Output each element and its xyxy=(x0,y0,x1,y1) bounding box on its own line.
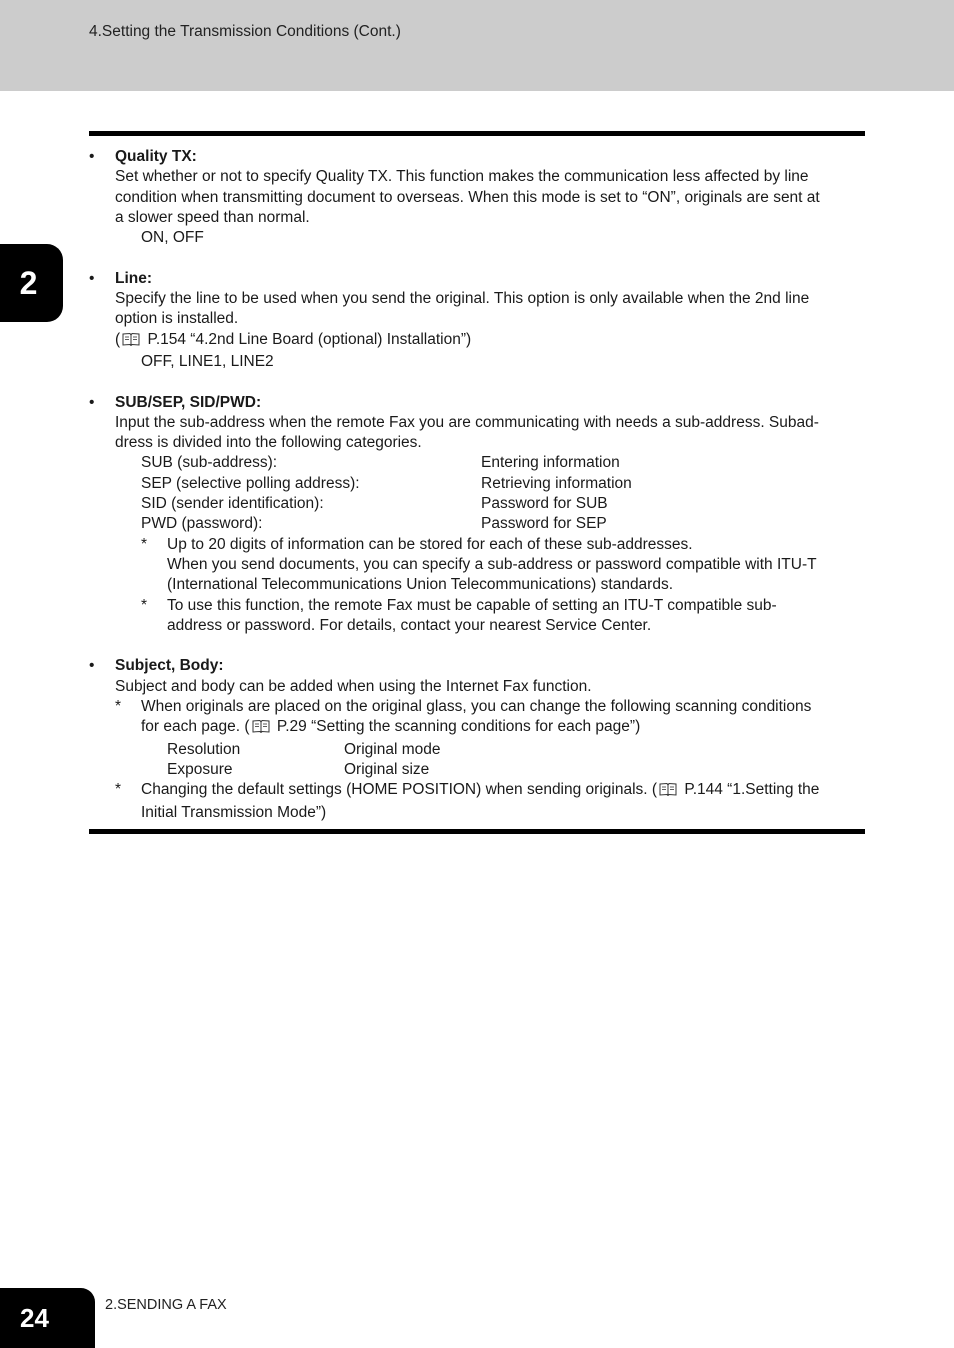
option-label: Original size xyxy=(344,760,430,778)
category-desc: Password for SUB xyxy=(481,495,608,513)
note-mark: * xyxy=(115,781,122,799)
note xyxy=(141,596,865,637)
bullet: • xyxy=(89,657,95,675)
category-name: SUB (sub-address): xyxy=(141,454,278,472)
bullet: • xyxy=(89,393,95,411)
category-name: SID (sender identification): xyxy=(141,495,324,513)
category-name: PWD (password): xyxy=(141,515,263,533)
section-subject-body xyxy=(89,656,865,822)
header-band xyxy=(0,0,954,91)
category-desc: Password for SEP xyxy=(481,515,607,533)
ref-text: P.144 “1.Setting the xyxy=(680,781,820,799)
body-line: Specify the line to be used when you send the original. This option is only available when the 2nd line xyxy=(115,290,810,308)
section-line xyxy=(89,269,865,372)
section-heading: Line: xyxy=(115,269,153,287)
page-header-title: 4.Setting the Transmission Conditions (Cont.) xyxy=(89,23,401,40)
section-sub-sep xyxy=(89,393,865,637)
note-text: Changing the default settings (HOME POSITION) when sending originals. ( xyxy=(141,781,658,799)
option-label: Resolution xyxy=(167,740,241,758)
note-line: To use this function, the remote Fax must be capable of setting an ITU-T compatible sub- xyxy=(167,596,777,614)
option-label: Original mode xyxy=(344,740,441,758)
book-icon xyxy=(659,782,677,802)
category-desc: Retrieving information xyxy=(481,474,632,492)
note-line: (International Telecommunications Union Telecommunications) standards. xyxy=(167,576,674,594)
ref-text: P.29 “Setting the scanning conditions for each page”) xyxy=(272,718,641,736)
category-name: SEP (selective polling address): xyxy=(141,474,360,492)
note xyxy=(115,697,865,780)
category-desc: Entering information xyxy=(481,454,620,472)
note xyxy=(115,780,865,823)
book-icon xyxy=(122,332,140,352)
option-row xyxy=(167,740,865,760)
page-number: 24 xyxy=(0,1288,95,1348)
option-values: OFF, LINE1, LINE2 xyxy=(141,352,274,370)
section-heading: Subject, Body: xyxy=(115,657,224,675)
body-line: condition when transmitting document to overseas. When this mode is set to “ON”, originals are sent at xyxy=(115,188,820,206)
note-text: for each page. ( xyxy=(141,718,250,736)
note-line: When originals are placed on the original glass, you can change the following scanning conditions xyxy=(141,698,812,716)
ref-paren: ( xyxy=(115,330,121,348)
note-line: Up to 20 digits of information can be stored for each of these sub-addresses. xyxy=(167,535,693,553)
page-reference xyxy=(115,330,865,352)
note-mark: * xyxy=(141,596,148,614)
note-line xyxy=(141,780,865,802)
ref-text: P.154 “4.2nd Line Board (optional) Installation”) xyxy=(143,330,472,348)
note-line: address or password. For details, contact your nearest Service Center. xyxy=(167,616,652,634)
note-mark: * xyxy=(141,535,148,553)
body-line: dress is divided into the following categories. xyxy=(115,434,422,452)
option-row xyxy=(167,760,865,780)
body-line: Set whether or not to specify Quality TX. This function makes the communication less affected by line xyxy=(115,168,809,186)
bottom-rule xyxy=(89,829,865,834)
category-row xyxy=(141,494,865,514)
book-icon xyxy=(252,719,270,739)
note xyxy=(141,535,865,596)
category-row xyxy=(141,514,865,534)
bullet: • xyxy=(89,269,95,287)
section-heading: Quality TX: xyxy=(115,148,197,165)
note-line: When you send documents, you can specify a sub-address or password compatible with ITU-T xyxy=(167,555,817,573)
content xyxy=(89,147,865,823)
option-values: ON, OFF xyxy=(141,229,204,247)
section-quality-tx xyxy=(89,147,865,248)
body-line: Subject and body can be added when using the Internet Fax function. xyxy=(115,677,592,695)
note-mark: * xyxy=(115,698,122,716)
top-rule xyxy=(89,131,865,136)
body-line: Input the sub-address when the remote Fax you are communicating with needs a sub-address. Subad- xyxy=(115,413,819,431)
note-line: Initial Transmission Mode”) xyxy=(141,803,327,821)
chapter-tab: 2 xyxy=(0,244,63,322)
body-line: a slower speed than normal. xyxy=(115,208,310,226)
note-line xyxy=(141,717,865,739)
body-line: option is installed. xyxy=(115,310,239,328)
option-label: Exposure xyxy=(167,760,233,778)
section-heading: SUB/SEP, SID/PWD: xyxy=(115,393,262,411)
category-row xyxy=(141,474,865,494)
category-row xyxy=(141,453,865,473)
bullet: • xyxy=(89,148,95,165)
footer-section-label: 2.SENDING A FAX xyxy=(105,1297,227,1313)
